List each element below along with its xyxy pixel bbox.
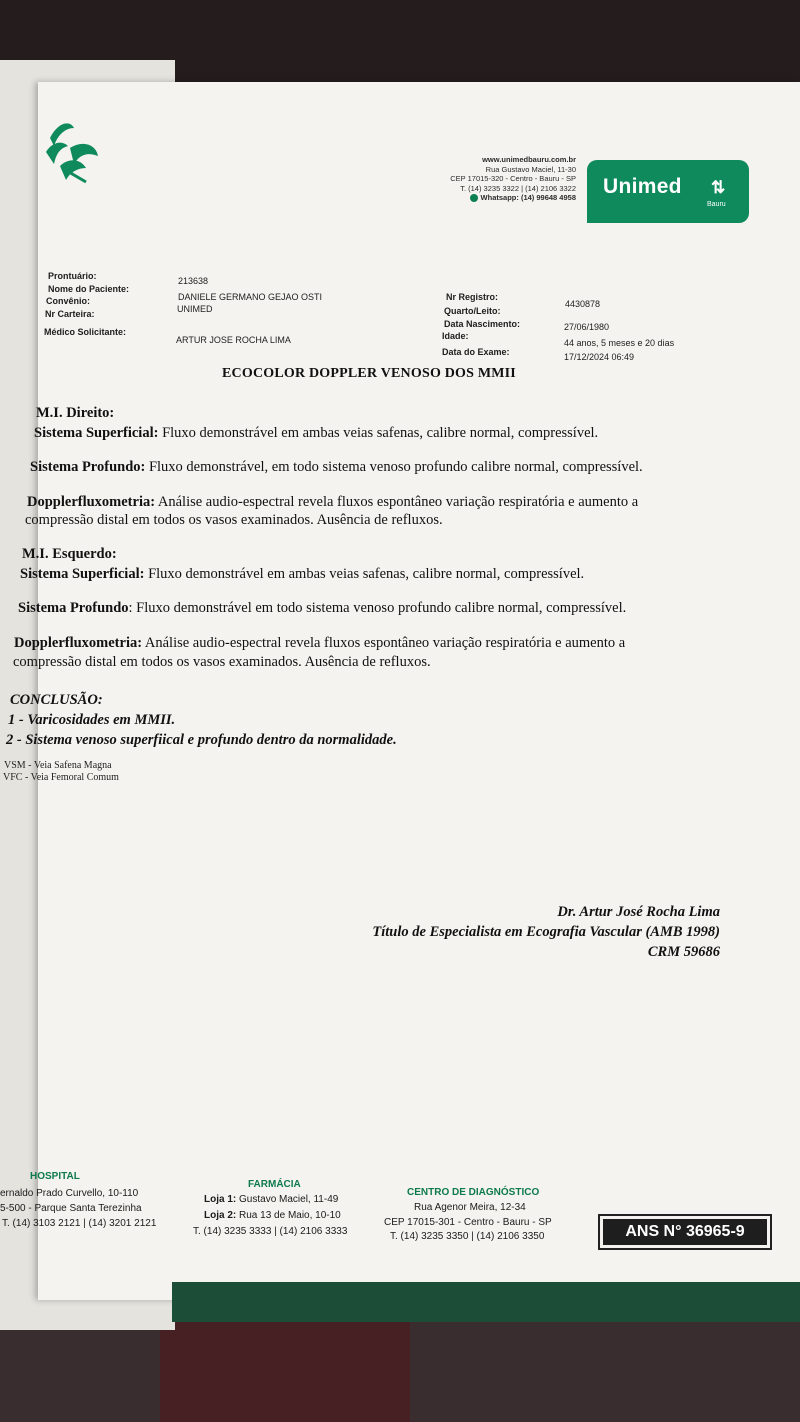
header-contact	[450, 155, 576, 203]
footer-loja-1-address: Gustavo Maciel, 11-49	[236, 1194, 339, 1205]
footer-loja-2-label: Loja 2:	[204, 1210, 237, 1221]
ans-badge	[598, 1214, 772, 1250]
registro-value: 4430878	[565, 299, 601, 309]
header-whatsapp-row	[450, 193, 576, 203]
left-superficial	[20, 566, 584, 583]
right-profundo	[30, 459, 643, 476]
footer-hospital-line-2: 5-500 - Parque Santa Terezinha	[0, 1203, 142, 1214]
idade-label: Idade:	[442, 331, 469, 341]
right-superficial-text: Fluxo demonstrável em ambas veias safenas, calibre normal, compressível.	[158, 425, 599, 441]
left-doppler-text-2: compressão distal em todos os vasos examinados. Ausência de refluxos.	[13, 654, 431, 670]
left-leg-heading: M.I. Esquerdo:	[22, 546, 117, 562]
background-fabric	[160, 1320, 410, 1422]
right-doppler-text: Análise audio-espectral revela fluxos espontâneo variação respiratória e aumento a	[155, 494, 639, 510]
nascimento-label: Data Nascimento:	[444, 319, 521, 329]
carteira-label: Nr Carteira:	[45, 309, 95, 319]
header-whatsapp: Whatsapp: (14) 99648 4958	[480, 193, 576, 202]
header-address-2: CEP 17015-320 - Centro - Bauru - SP	[450, 174, 576, 183]
header-phones: T. (14) 3235 3322 | (14) 2106 3322	[460, 183, 576, 193]
signature-name: Dr. Artur José Rocha Lima	[557, 904, 720, 920]
header-website: www.unimedbauru.com.br	[482, 155, 576, 164]
convenio-value: UNIMED	[177, 304, 213, 314]
footer-farmacia-title: FARMÁCIA	[248, 1179, 301, 1190]
exame-value: 17/12/2024 06:49	[564, 352, 635, 362]
footer-hospital-title: HOSPITAL	[30, 1171, 80, 1182]
abbreviation-vfc: VFC - Veia Femoral Comum	[3, 772, 119, 783]
conclusion-item-1: 1 - Varicosidades em MMII.	[8, 712, 176, 728]
whatsapp-icon	[470, 194, 478, 202]
abbreviation-vsm: VSM - Veia Safena Magna	[4, 760, 112, 771]
right-doppler	[27, 494, 638, 511]
nome-label: Nome do Paciente:	[48, 284, 130, 294]
left-profundo-text: : Fluxo demonstrável em todo sistema venoso profundo calibre normal, compressível.	[128, 600, 627, 616]
right-profundo-text: Fluxo demonstrável, em todo sistema venoso profundo calibre normal, compressível.	[145, 459, 643, 475]
unimed-leaf-logo-icon	[40, 118, 102, 184]
footer-farmacia-loja-2	[204, 1210, 341, 1221]
left-profundo	[18, 600, 626, 617]
idade-value: 44 anos, 5 meses e 20 dias	[564, 338, 675, 348]
right-profundo-label: Sistema Profundo:	[30, 459, 146, 475]
footer-diagnostico-line-3: T. (14) 3235 3350 | (14) 2106 3350	[390, 1231, 545, 1242]
unimed-logo-city: Bauru	[707, 201, 726, 208]
footer-loja-2-address: Rua 13 de Maio, 10-10	[236, 1210, 341, 1221]
footer-diagnostico-title: CENTRO DE DIAGNÓSTICO	[407, 1187, 540, 1198]
footer-farmacia-loja-1	[204, 1194, 338, 1205]
footer-hospital-line-1: ernaldo Prado Curvello, 10-110	[0, 1188, 139, 1199]
signature-title: Título de Especialista em Ecografia Vascular (AMB 1998)	[372, 924, 720, 940]
right-leg-heading: M.I. Direito:	[36, 405, 115, 421]
medico-value: ARTUR JOSE ROCHA LIMA	[176, 335, 291, 345]
footer-loja-1-label: Loja 1:	[204, 1194, 237, 1205]
footer-hospital-line-3: T. (14) 3103 2121 | (14) 3201 2121	[2, 1218, 157, 1229]
unimed-logo	[587, 160, 749, 223]
nascimento-value: 27/06/1980	[564, 322, 610, 332]
right-doppler-text-2: compressão distal em todos os vasos examinados. Ausência de refluxos.	[25, 512, 443, 528]
report-title: ECOCOLOR DOPPLER VENOSO DOS MMII	[222, 366, 516, 381]
prontuario-value: 213638	[178, 276, 209, 286]
unimed-symbol-icon: ⇅	[711, 178, 726, 197]
prontuario-label: Prontuário:	[48, 271, 97, 281]
quarto-label: Quarto/Leito:	[444, 306, 501, 316]
report-page	[38, 82, 800, 1300]
left-profundo-label: Sistema Profundo	[18, 600, 129, 616]
right-superficial-label: Sistema Superficial:	[34, 425, 159, 441]
header-address-1: Rua Gustavo Maciel, 11-30	[485, 164, 576, 174]
medico-label: Médico Solicitante:	[44, 327, 127, 337]
right-superficial	[34, 425, 598, 442]
left-superficial-label: Sistema Superficial:	[20, 566, 145, 582]
conclusion-item-2: 2 - Sistema venoso superfiical e profundo dentro da normalidade.	[6, 732, 397, 748]
exame-label: Data do Exame:	[442, 347, 510, 357]
page-footer-strip	[172, 1282, 800, 1322]
signature-crm: CRM 59686	[647, 944, 720, 960]
unimed-logo-name: Unimed	[603, 175, 682, 198]
footer-diagnostico-line-2: CEP 17015-301 - Centro - Bauru - SP	[384, 1217, 552, 1228]
convenio-label: Convênio:	[46, 296, 90, 306]
left-doppler-label: Dopplerfluxometria:	[14, 635, 143, 651]
footer-diagnostico-line-1: Rua Agenor Meira, 12-34	[414, 1202, 526, 1213]
right-doppler-label: Dopplerfluxometria:	[27, 494, 156, 510]
left-doppler	[14, 635, 625, 652]
registro-label: Nr Registro:	[446, 292, 499, 302]
footer-farmacia-phones: T. (14) 3235 3333 | (14) 2106 3333	[193, 1226, 348, 1237]
nome-value: DANIELE GERMANO GEJAO OSTI	[178, 292, 323, 302]
left-superficial-text: Fluxo demonstrável em ambas veias safenas, calibre normal, compressível.	[144, 566, 585, 582]
conclusion-heading: CONCLUSÃO:	[10, 692, 103, 708]
left-doppler-text: Análise audio-espectral revela fluxos espontâneo variação respiratória e aumento a	[142, 635, 626, 651]
ans-number: ANS N° 36965-9	[603, 1219, 767, 1245]
